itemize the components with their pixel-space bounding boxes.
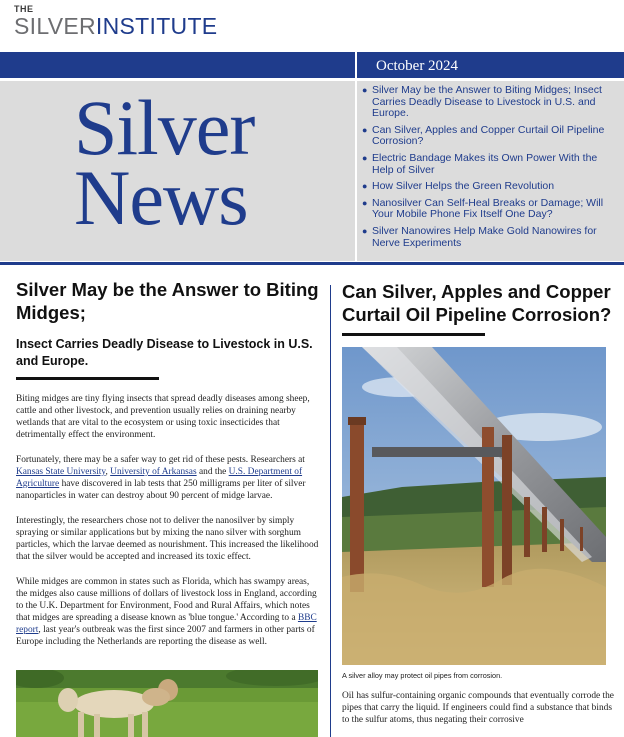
toc-item[interactable] (360, 226, 616, 249)
section-rule (0, 262, 624, 265)
pipeline-photo (342, 347, 606, 665)
article-paragraph (16, 454, 320, 502)
paragraph-text: Fortunately, there may be a safer way to get rid of these pests. Researchers at (16, 455, 305, 465)
bullet-icon: ● (362, 85, 368, 95)
masthead-line-1: Silver (74, 84, 255, 171)
bullet-icon: ● (362, 197, 368, 208)
header-bar-divider (355, 52, 357, 78)
bullet-icon: ● (362, 225, 368, 236)
toc-item-label: Nanosilver Can Self-Heal Breaks or Damage; Will Your Mobile Phone Fix Itself One Day? (372, 196, 604, 221)
toc-item-label: Silver Nanowires Help Make Gold Nanowires for Nerve Experiments (372, 224, 597, 249)
masthead-title (74, 84, 255, 241)
link-usda[interactable]: U.S. Department of Agriculture (16, 467, 303, 489)
toc-item[interactable] (360, 153, 616, 176)
masthead-divider (355, 81, 357, 261)
article-subtitle: Insect Carries Deadly Disease to Livestock in U.S. and Europe. (16, 337, 313, 368)
title-underline (342, 333, 485, 336)
logo-wordmark (14, 13, 217, 40)
article-midges (16, 278, 320, 648)
logo-silver-text: SILVER (14, 13, 96, 39)
toc-item[interactable] (360, 85, 616, 120)
paragraph-text: have discovered in lab tests that 250 milligrams per liter of silver nanoparticles in water can destroy about 90 percent of midge larvae. (16, 479, 306, 501)
photo-caption: A silver alloy may protect oil pipes from corrosion. (342, 671, 503, 680)
toc-item[interactable] (360, 125, 616, 148)
paragraph-text: , (105, 467, 111, 477)
toc-item-label: Silver May be the Answer to Biting Midges; Insect Carries Deadly Disease to Livestock in U.S. and Europe. (372, 84, 602, 120)
article-pipeline (342, 280, 612, 336)
link-kansas-state[interactable]: Kansas State University (16, 467, 106, 477)
paragraph-text: , last year's outbreak was the first since 2007 and farmers in other parts of Europe including the Netherlands are reporting the disease as well. (16, 625, 315, 647)
toc-item-label: How Silver Helps the Green Revolution (372, 180, 555, 193)
bullet-icon: ● (362, 152, 368, 163)
bullet-icon: ● (362, 124, 368, 135)
logo-institute-text: INSTITUTE (95, 13, 218, 39)
article-title: Silver May be the Answer to Biting Midges; (16, 279, 319, 323)
column-divider (330, 285, 331, 737)
paragraph-text: While midges are common in states such as Florida, which has swampy areas, the midges also cause millions of dollars of livestock loss in England, according to the U.K. Department for Environment, Food and Rural Affairs, which notes that midges are spreading a disease known as 'blue tongue.' According to a (16, 577, 317, 623)
link-university-of-arkansas[interactable]: University of Arkansas (110, 467, 197, 477)
header-bar (0, 52, 624, 78)
cows-photo (16, 670, 318, 737)
logo-the-text: THE (14, 4, 34, 14)
table-of-contents (360, 85, 616, 254)
title-underline (16, 377, 159, 380)
link-bbc-report[interactable]: BBC report (16, 613, 317, 635)
paragraph-text: and the (196, 467, 229, 477)
article-paragraph (16, 576, 320, 648)
article-paragraph: Interestingly, the researchers chose not to deliver the nanosilver by simply spraying or similar applications but by mixing the nano silver with sorghum particles, which the larvae deemed as nourishment. This increased the likelihood that the silver would be accepted and increased its toxic effect. (16, 516, 319, 562)
article-title: Can Silver, Apples and Copper Curtail Oil Pipeline Corrosion? (342, 281, 612, 325)
toc-item[interactable] (360, 198, 616, 221)
bullet-icon: ● (362, 181, 368, 192)
masthead-line-2: News (74, 154, 248, 241)
article-paragraph: Oil has sulfur-containing organic compounds that eventually corrode the pipes that carry the liquid. If engineers could find a substance that binds to the sulfur atoms, thus negating their corrosive (342, 691, 614, 725)
toc-item[interactable] (360, 181, 616, 193)
silver-institute-logo (14, 4, 254, 48)
issue-date: October 2024 (376, 58, 459, 74)
toc-item-label: Electric Bandage Makes its Own Power With the Help of Silver (372, 151, 598, 176)
toc-item-label: Can Silver, Apples and Copper Curtail Oil Pipeline Corrosion? (372, 123, 605, 148)
article-paragraph: Biting midges are tiny flying insects that spread deadly diseases among sheep, cattle and other livestock, and prevention usually relies on draining nearby wetlands that are vital to the ecosystem or using toxic insecticides that detrimentally effect the environment. (16, 394, 310, 440)
